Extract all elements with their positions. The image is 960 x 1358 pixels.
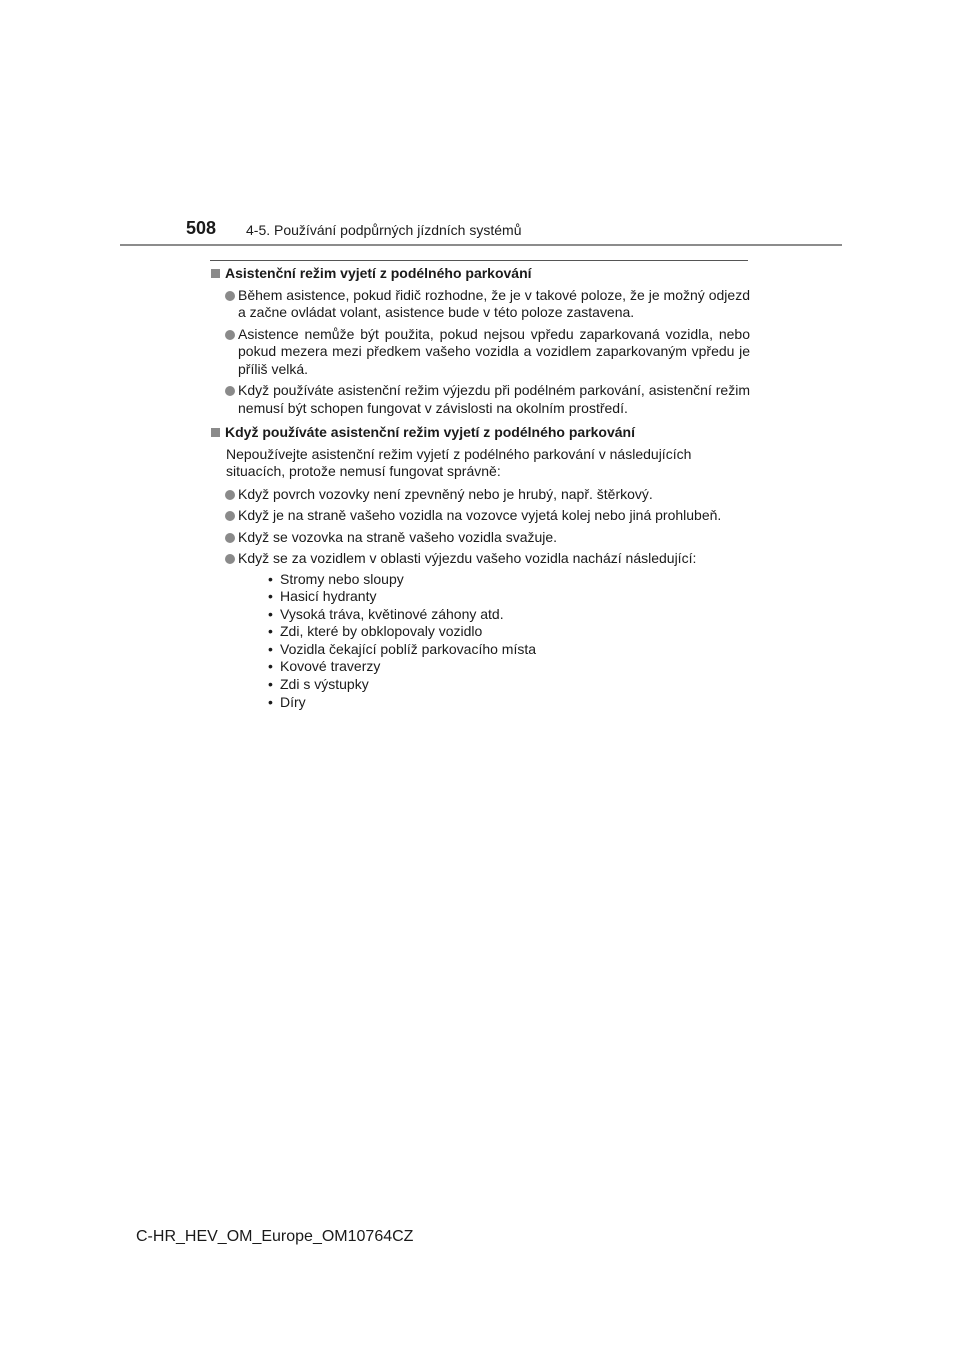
square-bullet-icon [211,269,220,278]
section-heading-text: Když používáte asistenční režim vyjetí z podélného parkování [225,424,635,440]
sub-list-item: • Vozidla čekající poblíž parkovacího místa [268,641,750,659]
section-heading-exit-assist [210,265,750,283]
round-bullet-icon [225,291,235,301]
list-item-text: Když se vozovka na straně vašeho vozidla svažuje. [238,528,558,545]
section-heading-text: Asistenční režim vyjetí z podélného parkování [225,265,532,281]
page-content [210,265,750,715]
page-number: 508 [186,218,217,238]
document-code: C-HR_HEV_OM_Europe_OM10764CZ [136,1228,414,1245]
list-item-text: Během asistence, pokud řidič rozhodne, že je v takové poloze, že je možný odjezd a začne ovládat volant, asistence bude v této poloze zastavena. [238,286,750,320]
section-intro: Nepoužívejte asistenční režim vyjetí z podélného parkování v následujících situacích, protože nemusí fungovat správně: [226,445,692,479]
section-heading-using-exit-assist [210,424,750,442]
list-item-text: Když povrch vozovky není zpevněný nebo je hrubý, např. štěrkový. [238,485,653,502]
obstacle-list [238,571,750,712]
sub-list-item: • Kovové traverzy [268,658,750,676]
round-bullet-icon [225,533,235,543]
sub-list-item: • Stromy nebo sloupy [268,571,750,589]
chapter-title: 4-5. Používání podpůrných jízdních systémů [246,222,522,238]
list-item [210,382,750,417]
list-item [210,529,750,547]
list-item [210,507,750,525]
square-bullet-icon [211,428,220,437]
list-item [210,550,750,711]
list-item-text: Asistence nemůže být použita, pokud nejsou vpředu zaparkovaná vozidla, nebo pokud mezera mezi předkem vašeho vozidla a vozidlem zaparkovaným vpředu je příliš velká. [238,325,750,377]
round-bullet-icon [225,386,235,396]
sub-list-item: • Zdi, které by obklopovaly vozidlo [268,623,750,641]
list-item-text: Když používáte asistenční režim výjezdu při podélném parkování, asistenční režim nemusí být schopen fungovat v závislosti na okolním prostředí. [238,382,750,416]
sub-list-item: • Zdi s výstupky [268,676,750,694]
list-item-text: Když je na straně vašeho vozidla na vozovce vyjetá kolej nebo jiná prohlubeň. [238,507,722,523]
round-bullet-icon [225,330,235,340]
round-bullet-icon [225,554,235,564]
header-divider [120,244,842,246]
round-bullet-icon [225,490,235,500]
sub-list-item: • Hasicí hydranty [268,588,750,606]
sub-list-item: • Díry [268,694,750,712]
round-bullet-icon [225,511,235,521]
list-item [210,486,750,504]
list-item [210,326,750,379]
section-divider [210,260,748,261]
list-item [210,287,750,322]
sub-list-item: • Vysoká tráva, květinové záhony atd. [268,606,750,624]
list-item-text: Když se za vozidlem v oblasti výjezdu vašeho vozidla nachází následující: [238,550,697,566]
